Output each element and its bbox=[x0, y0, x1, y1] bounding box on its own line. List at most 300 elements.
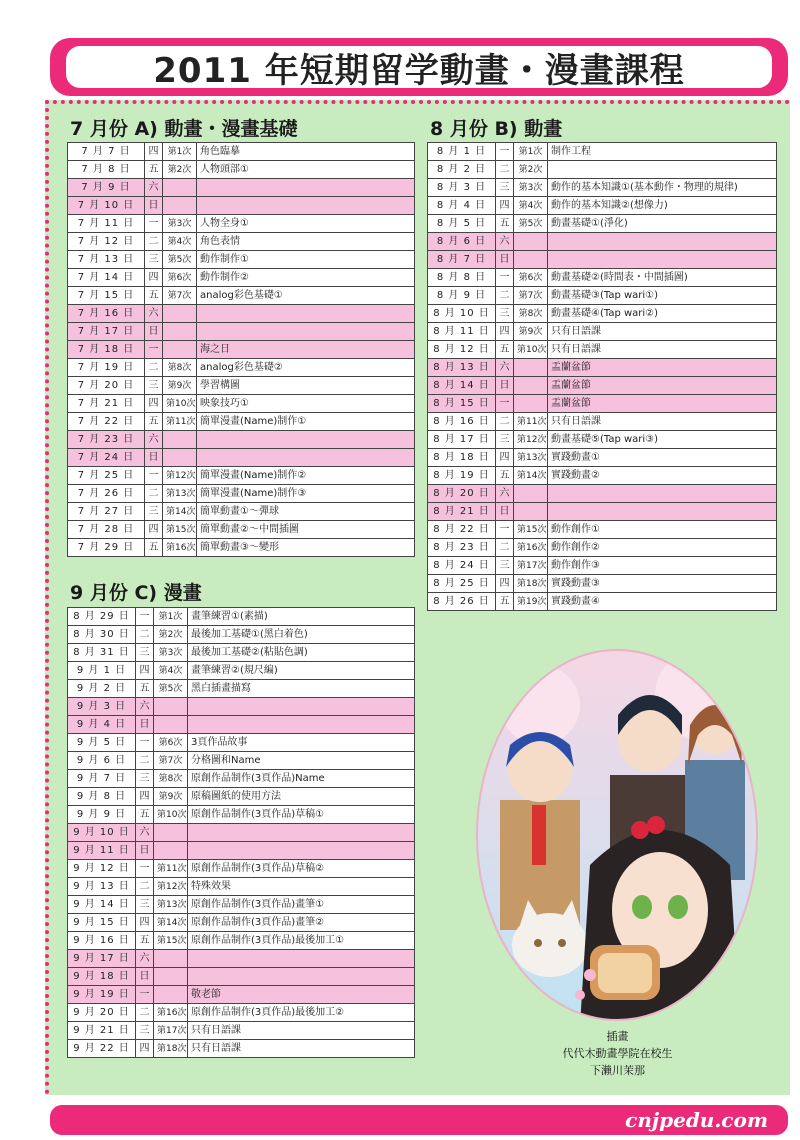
date-cell: 8 月 10 日 bbox=[428, 305, 496, 323]
weekday-cell: 三 bbox=[496, 557, 514, 575]
schedule-row bbox=[68, 608, 415, 626]
session-cell: 第13次 bbox=[163, 485, 197, 503]
content-cell: 最後加工基礎①(黑白着色) bbox=[188, 626, 415, 644]
content-cell bbox=[188, 698, 415, 716]
weekday-cell: 三 bbox=[145, 503, 163, 521]
weekday-cell: 一 bbox=[496, 395, 514, 413]
weekday-cell: 四 bbox=[496, 323, 514, 341]
date-cell: 9 月 11 日 bbox=[68, 842, 136, 860]
content-cell bbox=[548, 251, 777, 269]
session-cell: 第1次 bbox=[154, 608, 188, 626]
content-cell: 動畫基礎②(時間表・中間插圖) bbox=[548, 269, 777, 287]
schedule-row bbox=[68, 161, 415, 179]
date-cell: 9 月 17 日 bbox=[68, 950, 136, 968]
content-cell: 角色臨摹 bbox=[197, 143, 415, 161]
content-cell: 簡單漫畫(Name)制作② bbox=[197, 467, 415, 485]
date-cell: 7 月 25 日 bbox=[68, 467, 145, 485]
session-cell bbox=[514, 233, 548, 251]
session-cell: 第1次 bbox=[514, 143, 548, 161]
schedule-row bbox=[428, 143, 777, 161]
session-cell: 第11次 bbox=[514, 413, 548, 431]
content-cell bbox=[197, 449, 415, 467]
session-cell bbox=[154, 986, 188, 1004]
weekday-cell: 五 bbox=[145, 161, 163, 179]
date-cell: 8 月 7 日 bbox=[428, 251, 496, 269]
schedule-row bbox=[428, 161, 777, 179]
content-cell: 實踐動畫① bbox=[548, 449, 777, 467]
session-cell: 第18次 bbox=[514, 575, 548, 593]
schedule-row bbox=[428, 431, 777, 449]
weekday-cell: 二 bbox=[145, 359, 163, 377]
session-cell: 第18次 bbox=[154, 1040, 188, 1058]
session-cell: 第5次 bbox=[514, 215, 548, 233]
date-cell: 8 月 3 日 bbox=[428, 179, 496, 197]
weekday-cell: 五 bbox=[145, 413, 163, 431]
weekday-cell: 六 bbox=[136, 698, 154, 716]
session-cell bbox=[514, 359, 548, 377]
schedule-row bbox=[428, 449, 777, 467]
session-cell: 第15次 bbox=[163, 521, 197, 539]
date-cell: 7 月 16 日 bbox=[68, 305, 145, 323]
weekday-cell: 日 bbox=[136, 842, 154, 860]
weekday-cell: 二 bbox=[136, 878, 154, 896]
page-title: 2011 年短期留学動畫・漫畫課程 bbox=[66, 46, 772, 88]
schedule-row bbox=[428, 593, 777, 611]
content-cell bbox=[197, 179, 415, 197]
schedule-row bbox=[68, 503, 415, 521]
date-cell: 7 月 10 日 bbox=[68, 197, 145, 215]
schedule-row bbox=[68, 539, 415, 557]
content-cell: 盂蘭盆節 bbox=[548, 359, 777, 377]
schedule-row bbox=[68, 341, 415, 359]
session-cell: 第2次 bbox=[154, 626, 188, 644]
weekday-cell: 六 bbox=[496, 233, 514, 251]
schedule-row bbox=[68, 269, 415, 287]
session-cell: 第9次 bbox=[514, 323, 548, 341]
session-cell: 第6次 bbox=[163, 269, 197, 287]
date-cell: 7 月 24 日 bbox=[68, 449, 145, 467]
schedule-row bbox=[428, 485, 777, 503]
schedule-row bbox=[428, 503, 777, 521]
date-cell: 8 月 13 日 bbox=[428, 359, 496, 377]
august-schedule-table bbox=[427, 142, 777, 611]
weekday-cell: 四 bbox=[136, 1040, 154, 1058]
content-cell: 動畫基礎③(Tap wari①) bbox=[548, 287, 777, 305]
weekday-cell: 四 bbox=[136, 662, 154, 680]
session-cell: 第17次 bbox=[154, 1022, 188, 1040]
session-cell: 第10次 bbox=[163, 395, 197, 413]
date-cell: 9 月 5 日 bbox=[68, 734, 136, 752]
date-cell: 8 月 16 日 bbox=[428, 413, 496, 431]
credit-school: 代代木動畫學院在校生 bbox=[562, 1047, 673, 1060]
content-cell: 分格圖和Name bbox=[188, 752, 415, 770]
schedule-row bbox=[428, 413, 777, 431]
date-cell: 9 月 14 日 bbox=[68, 896, 136, 914]
date-cell: 8 月 30 日 bbox=[68, 626, 136, 644]
content-cell bbox=[188, 842, 415, 860]
content-cell bbox=[548, 161, 777, 179]
credit-label: 插畫 bbox=[606, 1030, 629, 1043]
date-cell: 7 月 19 日 bbox=[68, 359, 145, 377]
session-cell: 第2次 bbox=[163, 161, 197, 179]
schedule-row bbox=[428, 197, 777, 215]
weekday-cell: 四 bbox=[136, 914, 154, 932]
weekday-cell: 四 bbox=[496, 197, 514, 215]
weekday-cell: 四 bbox=[145, 521, 163, 539]
content-cell bbox=[197, 197, 415, 215]
weekday-cell: 日 bbox=[136, 968, 154, 986]
schedule-row bbox=[68, 431, 415, 449]
schedule-row bbox=[68, 986, 415, 1004]
date-cell: 9 月 12 日 bbox=[68, 860, 136, 878]
weekday-cell: 五 bbox=[496, 215, 514, 233]
date-cell: 9 月 6 日 bbox=[68, 752, 136, 770]
content-cell: 實踐動畫② bbox=[548, 467, 777, 485]
date-cell: 7 月 7 日 bbox=[68, 143, 145, 161]
session-cell bbox=[163, 431, 197, 449]
content-cell: 畫筆練習①(素描) bbox=[188, 608, 415, 626]
date-cell: 8 月 9 日 bbox=[428, 287, 496, 305]
date-cell: 7 月 23 日 bbox=[68, 431, 145, 449]
schedule-row bbox=[68, 968, 415, 986]
schedule-row bbox=[68, 521, 415, 539]
schedule-row bbox=[68, 680, 415, 698]
weekday-cell: 日 bbox=[145, 197, 163, 215]
weekday-cell: 一 bbox=[496, 143, 514, 161]
date-cell: 7 月 21 日 bbox=[68, 395, 145, 413]
date-cell: 8 月 21 日 bbox=[428, 503, 496, 521]
schedule-row bbox=[68, 179, 415, 197]
date-cell: 7 月 14 日 bbox=[68, 269, 145, 287]
weekday-cell: 六 bbox=[145, 431, 163, 449]
weekday-cell: 一 bbox=[145, 215, 163, 233]
schedule-row bbox=[68, 305, 415, 323]
session-cell bbox=[514, 251, 548, 269]
schedule-row bbox=[68, 914, 415, 932]
weekday-cell: 五 bbox=[496, 467, 514, 485]
content-cell bbox=[197, 431, 415, 449]
weekday-cell: 一 bbox=[136, 860, 154, 878]
schedule-row bbox=[68, 1004, 415, 1022]
session-cell bbox=[163, 197, 197, 215]
schedule-row bbox=[68, 626, 415, 644]
schedule-row bbox=[68, 878, 415, 896]
weekday-cell: 四 bbox=[145, 395, 163, 413]
schedule-row bbox=[68, 860, 415, 878]
schedule-row bbox=[68, 233, 415, 251]
date-cell: 8 月 15 日 bbox=[428, 395, 496, 413]
content-cell: 學習構圖 bbox=[197, 377, 415, 395]
date-cell: 8 月 20 日 bbox=[428, 485, 496, 503]
schedule-row bbox=[428, 233, 777, 251]
session-cell: 第10次 bbox=[154, 806, 188, 824]
weekday-cell: 日 bbox=[136, 716, 154, 734]
weekday-cell: 三 bbox=[496, 305, 514, 323]
session-cell: 第3次 bbox=[154, 644, 188, 662]
date-cell: 8 月 6 日 bbox=[428, 233, 496, 251]
date-cell: 9 月 22 日 bbox=[68, 1040, 136, 1058]
content-cell: 動畫基礎④(Tap wari②) bbox=[548, 305, 777, 323]
session-cell: 第7次 bbox=[154, 752, 188, 770]
schedule-row bbox=[68, 251, 415, 269]
schedule-row bbox=[428, 323, 777, 341]
schedule-row bbox=[428, 377, 777, 395]
illustration-credit bbox=[470, 1028, 765, 1079]
content-cell: 原創作品制作(3頁作品)最後加工① bbox=[188, 932, 415, 950]
schedule-row bbox=[68, 824, 415, 842]
date-cell: 8 月 26 日 bbox=[428, 593, 496, 611]
session-cell bbox=[154, 824, 188, 842]
session-cell: 第15次 bbox=[514, 521, 548, 539]
schedule-row bbox=[428, 305, 777, 323]
weekday-cell: 二 bbox=[136, 752, 154, 770]
content-cell: 動作的基本知識①(基本動作・物理的規律) bbox=[548, 179, 777, 197]
content-cell: 簡單動畫①～彈球 bbox=[197, 503, 415, 521]
content-cell bbox=[188, 968, 415, 986]
content-cell: 只有日語課 bbox=[188, 1022, 415, 1040]
schedule-row bbox=[68, 788, 415, 806]
weekday-cell: 日 bbox=[496, 377, 514, 395]
schedule-row bbox=[68, 716, 415, 734]
content-cell: 動作創作② bbox=[548, 539, 777, 557]
schedule-row bbox=[428, 341, 777, 359]
weekday-cell: 六 bbox=[136, 824, 154, 842]
session-cell: 第16次 bbox=[163, 539, 197, 557]
schedule-row bbox=[68, 143, 415, 161]
session-cell: 第1次 bbox=[163, 143, 197, 161]
schedule-row bbox=[68, 950, 415, 968]
date-cell: 9 月 19 日 bbox=[68, 986, 136, 1004]
session-cell bbox=[514, 503, 548, 521]
content-cell: 動作的基本知識②(想像力) bbox=[548, 197, 777, 215]
content-cell: 只有日語課 bbox=[548, 323, 777, 341]
session-cell: 第12次 bbox=[163, 467, 197, 485]
weekday-cell: 五 bbox=[136, 932, 154, 950]
content-cell: 3頁作品故事 bbox=[188, 734, 415, 752]
schedule-row bbox=[68, 752, 415, 770]
schedule-row bbox=[428, 359, 777, 377]
weekday-cell: 五 bbox=[136, 806, 154, 824]
content-cell: 簡單漫畫(Name)制作③ bbox=[197, 485, 415, 503]
session-cell: 第16次 bbox=[514, 539, 548, 557]
session-cell: 第14次 bbox=[163, 503, 197, 521]
schedule-row bbox=[68, 806, 415, 824]
content-cell: 原創作品制作(3頁作品)草稿② bbox=[188, 860, 415, 878]
content-cell: analog彩色基礎② bbox=[197, 359, 415, 377]
date-cell: 9 月 13 日 bbox=[68, 878, 136, 896]
schedule-row bbox=[68, 287, 415, 305]
content-cell: 敬老節 bbox=[188, 986, 415, 1004]
session-cell: 第6次 bbox=[154, 734, 188, 752]
schedule-row bbox=[68, 197, 415, 215]
content-cell: 簡單動畫②～中間插圖 bbox=[197, 521, 415, 539]
weekday-cell: 一 bbox=[136, 608, 154, 626]
weekday-cell: 一 bbox=[136, 734, 154, 752]
schedule-row bbox=[428, 539, 777, 557]
session-cell bbox=[154, 968, 188, 986]
weekday-cell: 四 bbox=[136, 788, 154, 806]
date-cell: 8 月 25 日 bbox=[428, 575, 496, 593]
content-cell: 只有日語課 bbox=[548, 341, 777, 359]
weekday-cell: 三 bbox=[136, 770, 154, 788]
content-cell: 動作制作① bbox=[197, 251, 415, 269]
date-cell: 9 月 15 日 bbox=[68, 914, 136, 932]
date-cell: 7 月 15 日 bbox=[68, 287, 145, 305]
date-cell: 7 月 11 日 bbox=[68, 215, 145, 233]
footer-banner bbox=[50, 1105, 788, 1135]
july-section-title: 7 月份 A) 動畫・漫畫基礎 bbox=[70, 118, 298, 140]
date-cell: 9 月 21 日 bbox=[68, 1022, 136, 1040]
content-cell: 人物頭部① bbox=[197, 161, 415, 179]
content-cell bbox=[188, 950, 415, 968]
weekday-cell: 二 bbox=[136, 626, 154, 644]
schedule-row bbox=[68, 770, 415, 788]
weekday-cell: 三 bbox=[136, 644, 154, 662]
schedule-row bbox=[68, 359, 415, 377]
date-cell: 7 月 22 日 bbox=[68, 413, 145, 431]
session-cell: 第13次 bbox=[154, 896, 188, 914]
schedule-row bbox=[68, 896, 415, 914]
date-cell: 7 月 29 日 bbox=[68, 539, 145, 557]
weekday-cell: 六 bbox=[145, 179, 163, 197]
weekday-cell: 日 bbox=[145, 323, 163, 341]
session-cell: 第4次 bbox=[154, 662, 188, 680]
date-cell: 7 月 26 日 bbox=[68, 485, 145, 503]
date-cell: 9 月 8 日 bbox=[68, 788, 136, 806]
schedule-row bbox=[428, 269, 777, 287]
date-cell: 7 月 12 日 bbox=[68, 233, 145, 251]
content-cell: 海之日 bbox=[197, 341, 415, 359]
session-cell bbox=[163, 305, 197, 323]
date-cell: 7 月 27 日 bbox=[68, 503, 145, 521]
schedule-row bbox=[68, 1022, 415, 1040]
date-cell: 7 月 20 日 bbox=[68, 377, 145, 395]
session-cell: 第12次 bbox=[154, 878, 188, 896]
date-cell: 8 月 24 日 bbox=[428, 557, 496, 575]
weekday-cell: 六 bbox=[496, 485, 514, 503]
content-cell: analog彩色基礎① bbox=[197, 287, 415, 305]
date-cell: 8 月 23 日 bbox=[428, 539, 496, 557]
content-cell: 實踐動畫④ bbox=[548, 593, 777, 611]
schedule-row bbox=[68, 662, 415, 680]
weekday-cell: 三 bbox=[496, 179, 514, 197]
content-cell: 特殊效果 bbox=[188, 878, 415, 896]
date-cell: 7 月 17 日 bbox=[68, 323, 145, 341]
title-banner bbox=[50, 38, 788, 96]
date-cell: 8 月 11 日 bbox=[428, 323, 496, 341]
session-cell: 第6次 bbox=[514, 269, 548, 287]
weekday-cell: 三 bbox=[496, 431, 514, 449]
september-section-title: 9 月份 C) 漫畫 bbox=[70, 582, 202, 604]
weekday-cell: 二 bbox=[496, 539, 514, 557]
footer-site-link[interactable]: cnjpedu.com bbox=[625, 1108, 768, 1132]
weekday-cell: 四 bbox=[145, 269, 163, 287]
schedule-row bbox=[68, 413, 415, 431]
weekday-cell: 六 bbox=[145, 305, 163, 323]
weekday-cell: 五 bbox=[145, 287, 163, 305]
schedule-row bbox=[68, 467, 415, 485]
schedule-row bbox=[428, 467, 777, 485]
weekday-cell: 三 bbox=[136, 896, 154, 914]
anime-illustration bbox=[470, 645, 765, 1025]
session-cell: 第11次 bbox=[163, 413, 197, 431]
date-cell: 9 月 4 日 bbox=[68, 716, 136, 734]
date-cell: 8 月 19 日 bbox=[428, 467, 496, 485]
session-cell: 第14次 bbox=[154, 914, 188, 932]
date-cell: 8 月 17 日 bbox=[428, 431, 496, 449]
weekday-cell: 三 bbox=[136, 1022, 154, 1040]
schedule-row bbox=[428, 179, 777, 197]
content-cell: 映象技巧① bbox=[197, 395, 415, 413]
session-cell bbox=[154, 842, 188, 860]
content-cell: 原創作品制作(3頁作品)Name bbox=[188, 770, 415, 788]
session-cell: 第7次 bbox=[163, 287, 197, 305]
content-cell: 原稿圖紙的使用方法 bbox=[188, 788, 415, 806]
date-cell: 8 月 8 日 bbox=[428, 269, 496, 287]
schedule-row bbox=[428, 215, 777, 233]
content-cell: 原創作品制作(3頁作品)最後加工② bbox=[188, 1004, 415, 1022]
date-cell: 9 月 10 日 bbox=[68, 824, 136, 842]
schedule-row bbox=[68, 644, 415, 662]
schedule-row bbox=[68, 842, 415, 860]
session-cell: 第8次 bbox=[163, 359, 197, 377]
weekday-cell: 日 bbox=[496, 251, 514, 269]
session-cell: 第5次 bbox=[163, 251, 197, 269]
content-cell: 人物全身① bbox=[197, 215, 415, 233]
schedule-row bbox=[428, 521, 777, 539]
schedule-row bbox=[68, 377, 415, 395]
content-cell: 動作制作② bbox=[197, 269, 415, 287]
content-cell: 實踐動畫③ bbox=[548, 575, 777, 593]
july-schedule-table bbox=[67, 142, 415, 557]
weekday-cell: 三 bbox=[145, 377, 163, 395]
schedule-row bbox=[68, 698, 415, 716]
schedule-row bbox=[428, 575, 777, 593]
date-cell: 8 月 18 日 bbox=[428, 449, 496, 467]
weekday-cell: 四 bbox=[496, 449, 514, 467]
session-cell: 第8次 bbox=[514, 305, 548, 323]
session-cell bbox=[163, 179, 197, 197]
weekday-cell: 二 bbox=[496, 287, 514, 305]
date-cell: 9 月 9 日 bbox=[68, 806, 136, 824]
content-cell: 角色表情 bbox=[197, 233, 415, 251]
weekday-cell: 五 bbox=[136, 680, 154, 698]
content-cell: 原創作品制作(3頁作品)草稿① bbox=[188, 806, 415, 824]
session-cell: 第4次 bbox=[163, 233, 197, 251]
session-cell: 第9次 bbox=[154, 788, 188, 806]
schedule-row bbox=[68, 323, 415, 341]
weekday-cell: 二 bbox=[496, 161, 514, 179]
content-cell bbox=[197, 305, 415, 323]
date-cell: 7 月 9 日 bbox=[68, 179, 145, 197]
weekday-cell: 日 bbox=[496, 503, 514, 521]
session-cell bbox=[514, 485, 548, 503]
session-cell: 第9次 bbox=[163, 377, 197, 395]
content-cell: 只有日語課 bbox=[188, 1040, 415, 1058]
date-cell: 9 月 7 日 bbox=[68, 770, 136, 788]
weekday-cell: 五 bbox=[145, 539, 163, 557]
content-cell: 只有日語課 bbox=[548, 413, 777, 431]
content-cell: 最後加工基礎②(粘貼色調) bbox=[188, 644, 415, 662]
weekday-cell: 一 bbox=[145, 467, 163, 485]
content-cell: 盂蘭盆節 bbox=[548, 377, 777, 395]
content-cell: 動畫基礎⑤(Tap wari③) bbox=[548, 431, 777, 449]
date-cell: 8 月 5 日 bbox=[428, 215, 496, 233]
content-cell: 動作創作① bbox=[548, 521, 777, 539]
session-cell: 第5次 bbox=[154, 680, 188, 698]
date-cell: 7 月 28 日 bbox=[68, 521, 145, 539]
session-cell bbox=[163, 323, 197, 341]
